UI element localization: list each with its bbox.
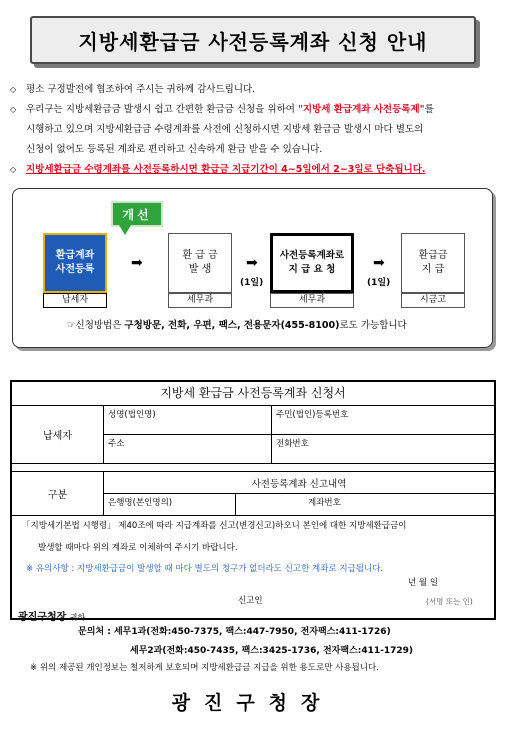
application-form <box>10 380 496 623</box>
taxpayer-label: 납세자 <box>12 406 104 464</box>
flow-step-register: 환급계좌 사전등록 <box>43 233 107 293</box>
recipient: 광진구청장 귀하 <box>18 612 86 623</box>
flow-label-tax-dept-2: 세무과 <box>270 293 354 308</box>
intro-paragraph-1: ◇ 평소 구정발전에 협조하여 주시는 귀하께 감사드립니다. <box>10 80 498 100</box>
flow-step-refund-paid: 환급금 지 급 <box>401 233 465 293</box>
account-field[interactable]: 계좌번호 <box>236 494 494 516</box>
flow-label-treasury: 시금고 <box>401 293 465 308</box>
privacy-notice: ※ 위의 제공된 개인정보는 철저하게 보호되며 지방세환급금 지급을 위한 용도로만 사용됩니다. <box>30 663 379 673</box>
contact-line-1: 문의처 : 세무1과(전화:450-7375, 팩스:447-7950, 전자팩스:411-1726) <box>78 627 391 637</box>
report-header: 사전등록계좌 신고내역 <box>104 472 494 494</box>
right-arrow-icon: ➡ <box>373 255 385 271</box>
page-title: 지방세환급금 사전등록계좌 신청 안내 <box>30 16 476 64</box>
flow-label-tax-dept-1: 세무과 <box>168 293 232 308</box>
regno-field[interactable]: 주민(법인)등록번호 <box>272 406 494 435</box>
contact-line-2: 세무2과(전화:450-7435, 팩스:3425-1736, 전자팩스:411-1729) <box>130 646 413 656</box>
bank-field[interactable]: 은행명(본인명의) <box>104 494 236 516</box>
spacer-row <box>12 464 494 472</box>
issuer-title: 광진구청장 <box>171 692 334 714</box>
form-clause-1: 「지방세기본법 시행령」 제40조에 따라 지급계좌를 신고(변경신고)하오니 본인에 대한 지방세환급금이 <box>22 521 407 531</box>
improvement-callout: 개선 <box>111 201 163 227</box>
phone-field[interactable]: 전화번호 <box>272 435 494 464</box>
diamond-bullet-icon: ◇ <box>10 85 17 94</box>
flow-step-refund-occur: 환 급 금 발 생 <box>168 233 232 293</box>
diamond-bullet-icon: ◇ <box>10 165 17 174</box>
intro-section: ◇ 평소 구정발전에 협조하여 주시는 귀하께 감사드립니다. ◇ 우리구는 지방세환급금 발생시 쉽고 간편한 환급금 신청을 위하여 "지방세 환급계좌 사전등록제"를 시행하고 있으며 지방세환급금 수령계좌를 사전에 신청하시면 지방세 환급금 발생시 마다 별도의 신청이 없어도 등록된 계좌로 편리하고 신속하게 환급 받을 수 있습니다. ◇ 지방세환급금 수령계좌를 사전등록하시면 환급금 지급기간이 4~5일에서 2~3일로 단축됩니다. <box>10 80 498 180</box>
flow-step-payment-request: 사전등록계좌로 지 급 요 청 <box>270 233 354 293</box>
form-clause-2: 발생할 때마다 위의 계좌로 이체하여 주시기 바랍니다. <box>38 543 238 553</box>
division-label: 구분 <box>12 472 104 516</box>
applicant-label: 신고인 <box>238 596 263 606</box>
process-flow-diagram <box>12 188 493 348</box>
application-method: ☞신청방법은 구청방문, 전화, 우편, 팩스, 전용문자(455-8100)로도 가능합니다 <box>67 320 407 331</box>
signature-hint: (서명 또는 인) <box>426 597 473 606</box>
intro-paragraph-2: ◇ 우리구는 지방세환급금 발생시 쉽고 간편한 환급금 신청을 위하여 "지방세 환급계좌 사전등록제"를 <box>10 100 498 120</box>
diamond-bullet-icon: ◇ <box>10 105 17 114</box>
highlight-text: "지방세 환급계좌 사전등록제" <box>297 104 425 115</box>
form-date[interactable]: 년 월 일 <box>408 578 439 588</box>
right-arrow-icon: ➡ <box>131 255 143 271</box>
flow-label-taxpayer: 납세자 <box>43 293 107 308</box>
address-field[interactable]: 주소 <box>104 435 272 464</box>
intro-paragraph-3: ◇ 지방세환급금 수령계좌를 사전등록하시면 환급금 지급기간이 4~5일에서 2~3일로 단축됩니다. <box>10 160 498 180</box>
name-field[interactable]: 성명(법인명) <box>104 406 272 435</box>
duration-label: (1일) <box>367 278 391 288</box>
form-caution: ※ 유의사항 : 지방세환급금이 발생할 때 마다 별도의 청구가 없더라도 신고한 계좌로 지급됩니다. <box>26 564 384 574</box>
form-title: 지방세 환급금 사전등록계좌 신청서 <box>12 382 494 406</box>
duration-label: (1일) <box>240 278 264 288</box>
right-arrow-icon: ➡ <box>246 255 258 271</box>
